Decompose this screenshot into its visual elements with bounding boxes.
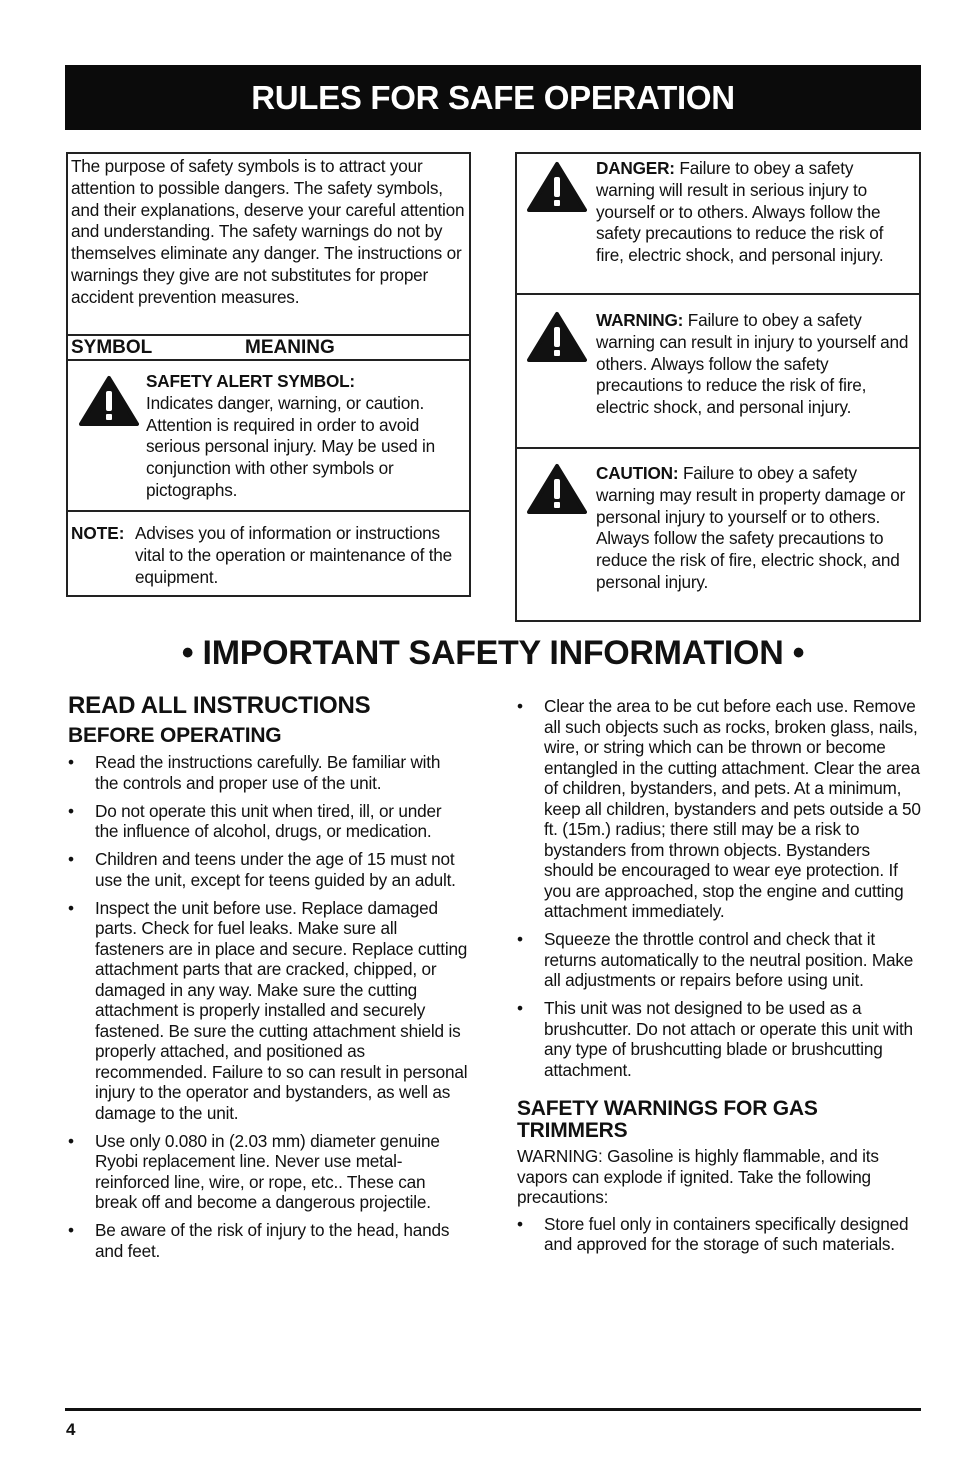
meaning-column-header: MEANING bbox=[245, 337, 335, 358]
safety-symbols-box bbox=[66, 152, 471, 597]
caution-text: Failure to obey a safety warning may result in property damage or personal injury to yourself or to others. Always follow the safety precautions to reduce the risk of fire, electric shock, and personal injury. bbox=[596, 463, 906, 592]
list-item-text: Read the instructions carefully. Be familiar with the controls and proper use of the unit. bbox=[95, 752, 441, 793]
list-item-text: Use only 0.080 in (2.03 mm) diameter genuine Ryobi replacement line. Never use metal-reinforced line, wire, or rope, etc.. These can break off and become a dangerous projectile. bbox=[95, 1130, 440, 1212]
bullet: • bbox=[68, 1220, 74, 1240]
before-operating-list bbox=[68, 752, 468, 1261]
page-title: RULES FOR SAFE OPERATION bbox=[65, 65, 921, 130]
page-number: 4 bbox=[66, 1420, 76, 1439]
warning-triangle-icon bbox=[527, 311, 581, 361]
bullet: • bbox=[517, 998, 523, 1018]
bullet: • bbox=[68, 752, 74, 772]
hazard-levels-box bbox=[515, 152, 921, 622]
important-safety-heading: • IMPORTANT SAFETY INFORMATION • bbox=[181, 634, 805, 672]
right-column bbox=[517, 696, 922, 1262]
warning-triangle-icon bbox=[79, 375, 133, 425]
list-item-text: This unit was not designed to be used as a brushcutter. Do not attach or operate this unit with any type of brushcutting blade or brushcutting attachment. bbox=[544, 998, 913, 1080]
list-item bbox=[517, 998, 922, 1080]
list-item bbox=[517, 696, 922, 922]
note-text: Advises you of information or instructions vital to the operation or maintenance of the equipment. bbox=[135, 523, 453, 587]
list-item-text: Clear the area to be cut before each use. Remove all such objects such as rocks, broken glass, nails, wire, or string which can be thrown or become entangled in the cutting attachment. Clear the area of children, bystanders, and pets. At a minimum, keep all children, bystanders and pets outside a 50 ft. (15m.) radius; there still may be a risk to bystanders from thrown objects. Bystanders should be encouraged to wear eye protection. If you are approached, stop the engine and cutting attachment immediately. bbox=[544, 696, 921, 921]
list-item-text: Do not operate this unit when tired, ill, or under the influence of alcohol, drugs, or medication. bbox=[95, 800, 442, 841]
list-item bbox=[517, 1214, 922, 1255]
danger-description bbox=[596, 158, 914, 267]
bullet: • bbox=[68, 800, 74, 821]
danger-label: DANGER: bbox=[596, 158, 675, 178]
caution-label: CAUTION: bbox=[596, 463, 679, 483]
safety-alert-title: SAFETY ALERT SYMBOL: bbox=[146, 371, 355, 391]
read-all-heading: READ ALL INSTRUCTIONS bbox=[68, 692, 371, 719]
list-item-text: Be aware of the risk of injury to the head, hands and feet. bbox=[95, 1220, 450, 1261]
symbol-column-header: SYMBOL bbox=[71, 337, 153, 358]
note-label: NOTE: bbox=[71, 523, 125, 543]
gas-precautions-list bbox=[517, 1214, 922, 1255]
before-operating-heading: BEFORE OPERATING bbox=[68, 724, 282, 747]
list-item-text: Inspect the unit before use. Replace damaged parts. Check for fuel leaks. Make sure all fasteners are in place and secure. Replace cutting attachment parts that are cracked, chipped, or damaged in any way. Make sure the cutting attachment is properly installed and securely fastened. Be sure the cutting attachment shield is properly attached, and positioned as recommended. Failure to so can result in personal injury to the operator and bystanders, as well as damage to the unit. bbox=[95, 897, 468, 1123]
area-precautions-list bbox=[517, 696, 922, 1080]
caution-row bbox=[517, 449, 919, 622]
warning-triangle-icon bbox=[527, 463, 581, 513]
symbol-table-header bbox=[68, 334, 469, 361]
bullet: • bbox=[68, 1130, 74, 1151]
gas-warning-text: WARNING: Gasoline is highly flammable, and its vapors can explode if ignited. Take the following precautions: bbox=[517, 1146, 879, 1207]
list-item bbox=[68, 1220, 468, 1261]
warning-label: WARNING: bbox=[596, 310, 684, 330]
safety-alert-description bbox=[146, 371, 466, 502]
bullet: • bbox=[68, 897, 74, 918]
bullet: • bbox=[68, 849, 74, 869]
safety-alert-row bbox=[68, 361, 469, 512]
safety-alert-text: Indicates danger, warning, or caution. Attention is required in order to avoid serious personal injury. May be used in conjunction with other symbols or pictographs. bbox=[146, 392, 435, 500]
left-column bbox=[68, 690, 468, 1269]
bullet: • bbox=[517, 1213, 523, 1234]
bullet: • bbox=[517, 696, 523, 716]
footer-divider bbox=[65, 1408, 921, 1411]
warning-description bbox=[596, 310, 914, 419]
list-item bbox=[68, 752, 468, 793]
gas-trimmers-heading: SAFETY WARNINGS FOR GAS TRIMMERS bbox=[517, 1097, 818, 1142]
warning-text: Failure to obey a safety warning can result in injury to yourself and others. Always follow the safety precautions to reduce the risk of fire, electric shock, and personal injury. bbox=[596, 310, 909, 418]
intro-text: The purpose of safety symbols is to attract your attention to possible dangers. The safety symbols, and their explanations, deserve your careful attention and understanding. The safety warnings do not by themselves eliminate any danger. The instructions or warnings they give are not substitutes for proper accident prevention measures. bbox=[71, 156, 465, 307]
list-item-text: Store fuel only in containers specifically designed and approved for the storage of such materials. bbox=[544, 1213, 909, 1254]
list-item-text: Squeeze the throttle control and check that it returns automatically to the neutral position. Make all adjustments or repairs before using unit. bbox=[544, 929, 914, 990]
list-item bbox=[68, 849, 468, 890]
list-item bbox=[68, 801, 468, 842]
bullet: • bbox=[517, 929, 523, 949]
list-item bbox=[68, 898, 468, 1124]
list-item bbox=[517, 929, 922, 991]
warning-triangle-icon bbox=[527, 161, 581, 211]
caution-description bbox=[596, 463, 914, 594]
danger-text: Failure to obey a safety warning will result in serious injury to yourself or to others. Always follow the safety precautions to reduce the risk of fire, electric shock, and personal injury. bbox=[596, 158, 884, 266]
warning-row bbox=[517, 295, 919, 449]
list-item bbox=[68, 1131, 468, 1213]
danger-row bbox=[517, 154, 919, 295]
list-item-text: Children and teens under the age of 15 must not use the unit, except for teens guided by an adult. bbox=[95, 849, 456, 890]
